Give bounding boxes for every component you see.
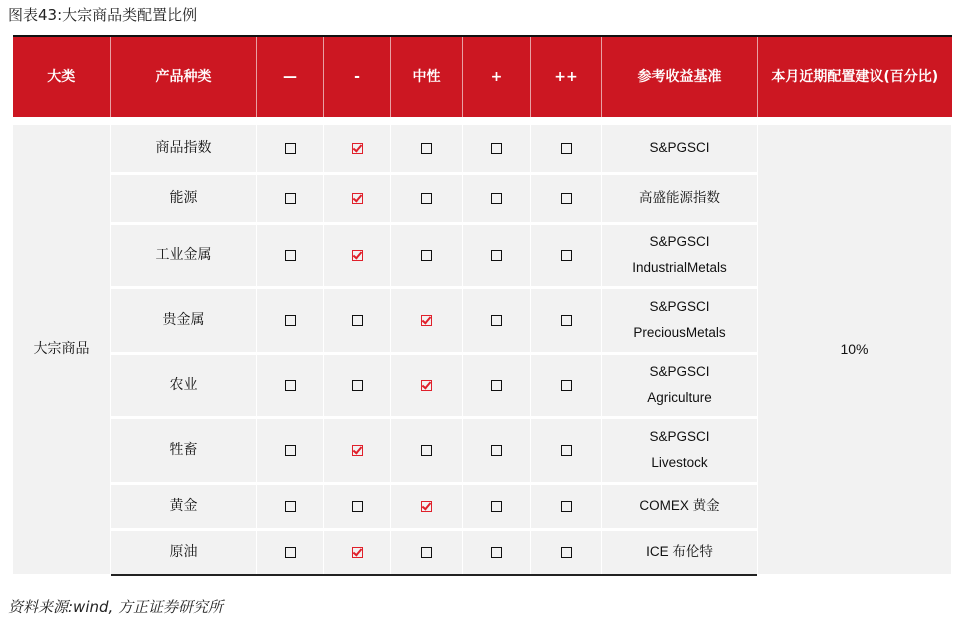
empty-checkbox[interactable] — [561, 380, 572, 391]
weight-cell — [257, 287, 324, 353]
empty-checkbox[interactable] — [561, 315, 572, 326]
empty-checkbox[interactable] — [491, 445, 502, 456]
weight-cell — [391, 353, 463, 417]
checked-checkbox[interactable] — [352, 547, 363, 558]
weight-cell — [463, 529, 531, 575]
weight-cell — [324, 417, 391, 483]
empty-checkbox[interactable] — [491, 193, 502, 204]
benchmark-line: 高盛能源指数 — [639, 190, 720, 205]
weight-cell — [324, 529, 391, 575]
weight-cell — [391, 417, 463, 483]
empty-checkbox[interactable] — [491, 143, 502, 154]
empty-checkbox[interactable] — [561, 501, 572, 512]
benchmark-cell — [602, 483, 758, 529]
benchmark-line: S&PGSCI — [649, 299, 710, 314]
empty-checkbox[interactable] — [421, 193, 432, 204]
empty-checkbox[interactable] — [285, 547, 296, 558]
benchmark-line: COMEX 黄金 — [639, 498, 720, 513]
product-cell: 商品指数 — [111, 125, 257, 173]
weight-cell — [463, 417, 531, 483]
header-neutral: 中性 — [391, 36, 463, 117]
weight-cell — [324, 287, 391, 353]
benchmark-cell — [602, 173, 758, 223]
header-allocation: 本月近期配置建议(百分比) — [758, 36, 952, 117]
empty-checkbox[interactable] — [491, 547, 502, 558]
product-cell: 工业金属 — [111, 223, 257, 287]
product-cell: 原油 — [111, 529, 257, 575]
product-cell: 牲畜 — [111, 417, 257, 483]
empty-checkbox[interactable] — [285, 315, 296, 326]
benchmark-cell — [602, 125, 758, 173]
empty-checkbox[interactable] — [491, 250, 502, 261]
checked-checkbox[interactable] — [421, 380, 432, 391]
weight-cell — [531, 483, 602, 529]
category-cell: 大宗商品 — [13, 125, 111, 575]
checked-checkbox[interactable] — [352, 193, 363, 204]
product-cell: 能源 — [111, 173, 257, 223]
benchmark-cell — [602, 529, 758, 575]
weight-cell — [463, 353, 531, 417]
benchmark-line: S&PGSCI — [649, 234, 710, 249]
weight-cell — [324, 483, 391, 529]
empty-checkbox[interactable] — [285, 380, 296, 391]
source-note: 资料来源:wind, 方正证券研究所 — [8, 598, 224, 616]
weight-cell — [257, 125, 324, 173]
weight-cell — [391, 173, 463, 223]
empty-checkbox[interactable] — [561, 250, 572, 261]
empty-checkbox[interactable] — [561, 547, 572, 558]
empty-checkbox[interactable] — [491, 501, 502, 512]
benchmark-line: Agriculture — [647, 390, 712, 405]
header-overweight: + — [463, 36, 531, 117]
weight-cell — [391, 529, 463, 575]
benchmark-line: S&PGSCI — [649, 364, 710, 379]
weight-cell — [257, 173, 324, 223]
checked-checkbox[interactable] — [421, 315, 432, 326]
header-category: 大类 — [13, 36, 111, 117]
weight-cell — [391, 483, 463, 529]
header-strong-overweight: ++ — [531, 36, 602, 117]
empty-checkbox[interactable] — [421, 250, 432, 261]
product-cell: 黄金 — [111, 483, 257, 529]
product-cell: 农业 — [111, 353, 257, 417]
weight-cell — [531, 287, 602, 353]
empty-checkbox[interactable] — [561, 193, 572, 204]
allocation-table — [12, 35, 952, 577]
empty-checkbox[interactable] — [285, 193, 296, 204]
table-row — [13, 125, 952, 173]
checked-checkbox[interactable] — [421, 501, 432, 512]
weight-cell — [324, 353, 391, 417]
weight-cell — [324, 223, 391, 287]
benchmark-line: S&PGSCI — [649, 140, 710, 156]
weight-cell — [531, 125, 602, 173]
empty-checkbox[interactable] — [352, 380, 363, 391]
empty-checkbox[interactable] — [561, 445, 572, 456]
weight-cell — [391, 125, 463, 173]
weight-cell — [324, 173, 391, 223]
weight-cell — [257, 223, 324, 287]
benchmark-cell — [602, 287, 758, 353]
allocation-cell: 10% — [758, 125, 952, 575]
empty-checkbox[interactable] — [285, 501, 296, 512]
figure-caption: 图表43:大宗商品类配置比例 — [8, 6, 198, 24]
weight-cell — [463, 287, 531, 353]
empty-checkbox[interactable] — [421, 143, 432, 154]
empty-checkbox[interactable] — [285, 250, 296, 261]
empty-checkbox[interactable] — [491, 380, 502, 391]
empty-checkbox[interactable] — [491, 315, 502, 326]
header-product: 产品种类 — [111, 36, 257, 117]
header-underweight: - — [324, 36, 391, 117]
weight-cell — [257, 353, 324, 417]
header-strong-underweight: — — [257, 36, 324, 117]
empty-checkbox[interactable] — [421, 547, 432, 558]
checked-checkbox[interactable] — [352, 445, 363, 456]
weight-cell — [463, 483, 531, 529]
benchmark-line: PreciousMetals — [633, 325, 726, 340]
weight-cell — [531, 529, 602, 575]
weight-cell — [391, 223, 463, 287]
empty-checkbox[interactable] — [285, 445, 296, 456]
header-row — [13, 36, 952, 117]
benchmark-line: Livestock — [651, 455, 708, 470]
header-benchmark: 参考收益基准 — [602, 36, 758, 117]
weight-cell — [531, 173, 602, 223]
checked-checkbox[interactable] — [352, 143, 363, 154]
benchmark-cell — [602, 417, 758, 483]
weight-cell — [257, 529, 324, 575]
weight-cell — [257, 483, 324, 529]
empty-checkbox[interactable] — [561, 143, 572, 154]
empty-checkbox[interactable] — [285, 143, 296, 154]
weight-cell — [531, 223, 602, 287]
weight-cell — [531, 417, 602, 483]
weight-cell — [324, 125, 391, 173]
checked-checkbox[interactable] — [352, 250, 363, 261]
weight-cell — [463, 125, 531, 173]
weight-cell — [391, 287, 463, 353]
weight-cell — [463, 223, 531, 287]
benchmark-line: IndustrialMetals — [632, 260, 727, 275]
weight-cell — [257, 417, 324, 483]
benchmark-cell — [602, 353, 758, 417]
benchmark-line: S&PGSCI — [649, 429, 710, 444]
empty-checkbox[interactable] — [421, 445, 432, 456]
benchmark-cell — [602, 223, 758, 287]
weight-cell — [463, 173, 531, 223]
product-cell: 贵金属 — [111, 287, 257, 353]
empty-checkbox[interactable] — [352, 315, 363, 326]
benchmark-line: ICE 布伦特 — [646, 544, 713, 560]
empty-checkbox[interactable] — [352, 501, 363, 512]
weight-cell — [531, 353, 602, 417]
